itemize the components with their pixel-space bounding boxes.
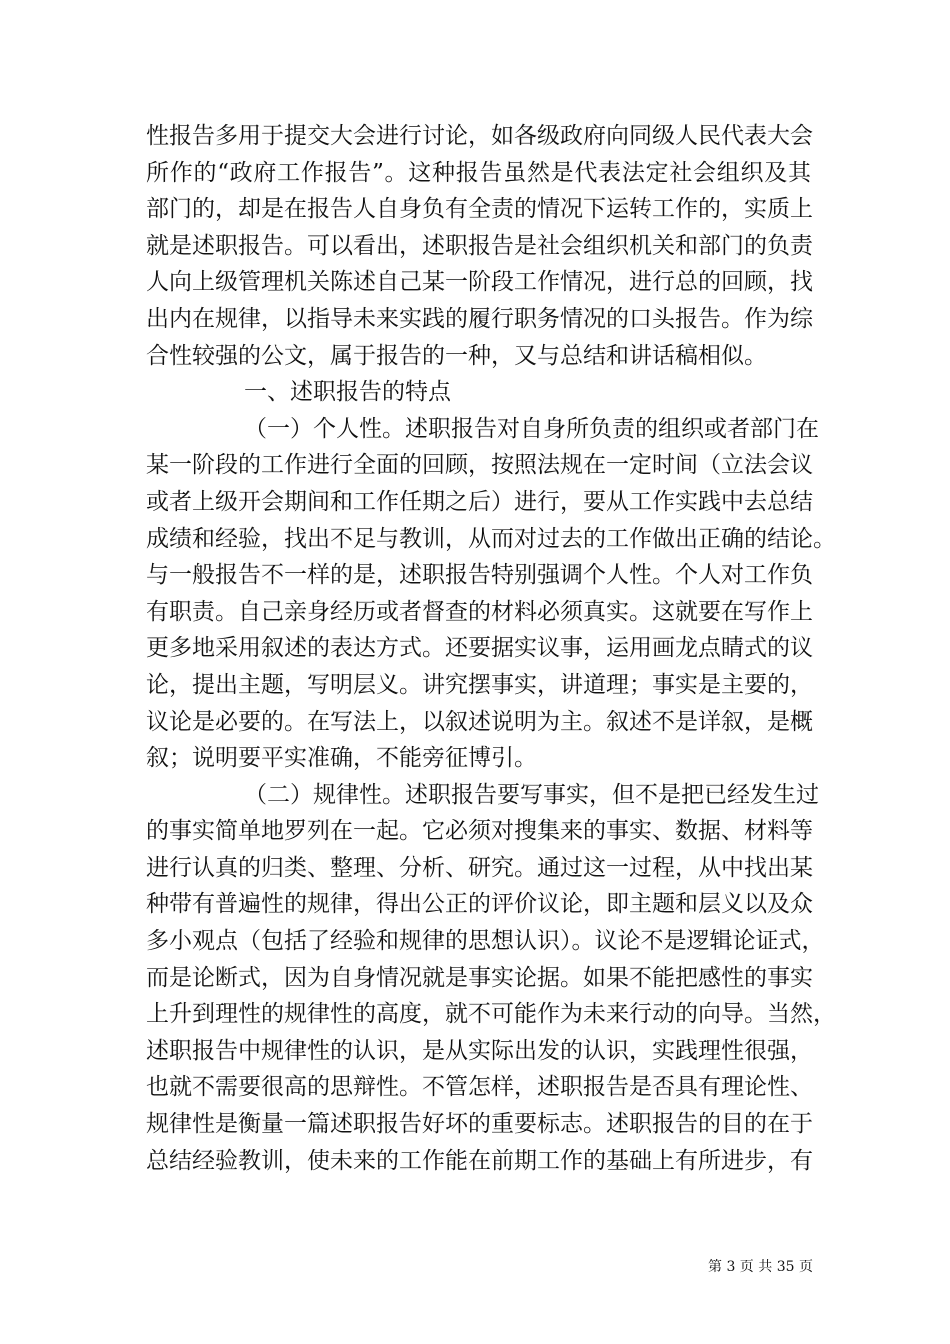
text-line: 叙；说明要平实准确，不能旁征博引。 — [146, 745, 537, 772]
text-line: 所作的“政府工作报告”。这种报告虽然是代表法定社会组织及其 — [146, 159, 811, 186]
text-line: 与一般报告不一样的是，述职报告特别强调个人性。个人对工作负 — [146, 562, 813, 589]
section-heading — [146, 374, 811, 411]
text-line: （一）个人性。述职报告对自身所负责的组织或者部门在 — [244, 415, 819, 442]
text-line: 或者上级开会期间和工作任期之后）进行，要从工作实践中去总结 — [146, 488, 813, 515]
text-line: 更多地采用叙述的表达方式。还要据实议事，运用画龙点睛式的议 — [146, 635, 813, 662]
text-line: 有职责。自己亲身经历或者督查的材料必须真实。这就要在写作上 — [146, 598, 813, 625]
text-line: 性报告多用于提交大会进行讨论，如各级政府向同级人民代表大会 — [146, 123, 813, 149]
text-line: 规律性是衡量一篇述职报告好坏的重要标志。述职报告的目的在于 — [146, 1111, 813, 1138]
text-line: 某一阶段的工作进行全面的回顾，按照法规在一定时间（立法会议 — [146, 452, 813, 479]
text-line: 人向上级管理机关陈述自己某一阶段工作情况，进行总的回顾，找 — [146, 269, 813, 296]
text-line: 就是述职报告。可以看出，述职报告是社会组织机关和部门的负责 — [146, 232, 813, 259]
text-line: 部门的，却是在报告人自身负有全责的情况下运转工作的，实质上 — [146, 196, 813, 223]
text-line: 成绩和经验，找出不足与教训，从而对过去的工作做出正确的结论。 — [146, 525, 836, 552]
paragraph — [146, 411, 836, 777]
text-line: 种带有普遍性的规律，得出公正的评价议论，即主题和层义以及众 — [146, 891, 813, 918]
text-line: 议论是必要的。在写法上，以叙述说明为主。叙述不是详叙，是概 — [146, 708, 813, 735]
document-body — [146, 118, 836, 1179]
text-line: 而是论断式，因为自身情况就是事实论据。如果不能把感性的事实 — [146, 964, 813, 991]
page-number-footer: 第 3 页 共 35 页 — [708, 1259, 813, 1275]
text-line: 也就不需要很高的思辩性。不管怎样，述职报告是否具有理论性、 — [146, 1074, 813, 1101]
paragraph — [146, 118, 811, 374]
text-line: 进行认真的归类、整理、分析、研究。通过这一过程，从中找出某 — [146, 854, 813, 881]
text-line: 多小观点（包括了经验和规律的思想认识）。议论不是逻辑论证式， — [146, 928, 825, 955]
text-line: 论，提出主题，写明层义。讲究摆事实，讲道理；事实是主要的， — [146, 671, 813, 698]
text-line: 合性较强的公文，属于报告的一种，又与总结和讲话稿相似。 — [146, 342, 767, 369]
text-line: 的事实简单地罗列在一起。它必须对搜集来的事实、数据、材料等 — [146, 818, 813, 845]
text-line: 总结经验教训，使未来的工作能在前期工作的基础上有所进步，有 — [146, 1147, 813, 1174]
text-line: （二）规律性。述职报告要写事实，但不是把已经发生过 — [244, 781, 819, 808]
text-line: 一、述职报告的特点 — [244, 379, 451, 406]
text-line: 上升到理性的规律性的高度，就不可能作为未来行动的向导。当然， — [146, 1001, 836, 1028]
text-line: 述职报告中规律性的认识，是从实际出发的认识，实践理性很强， — [146, 1037, 813, 1064]
paragraph — [146, 777, 836, 1180]
text-line: 出内在规律，以指导未来实践的履行职务情况的口头报告。作为综 — [146, 305, 813, 332]
